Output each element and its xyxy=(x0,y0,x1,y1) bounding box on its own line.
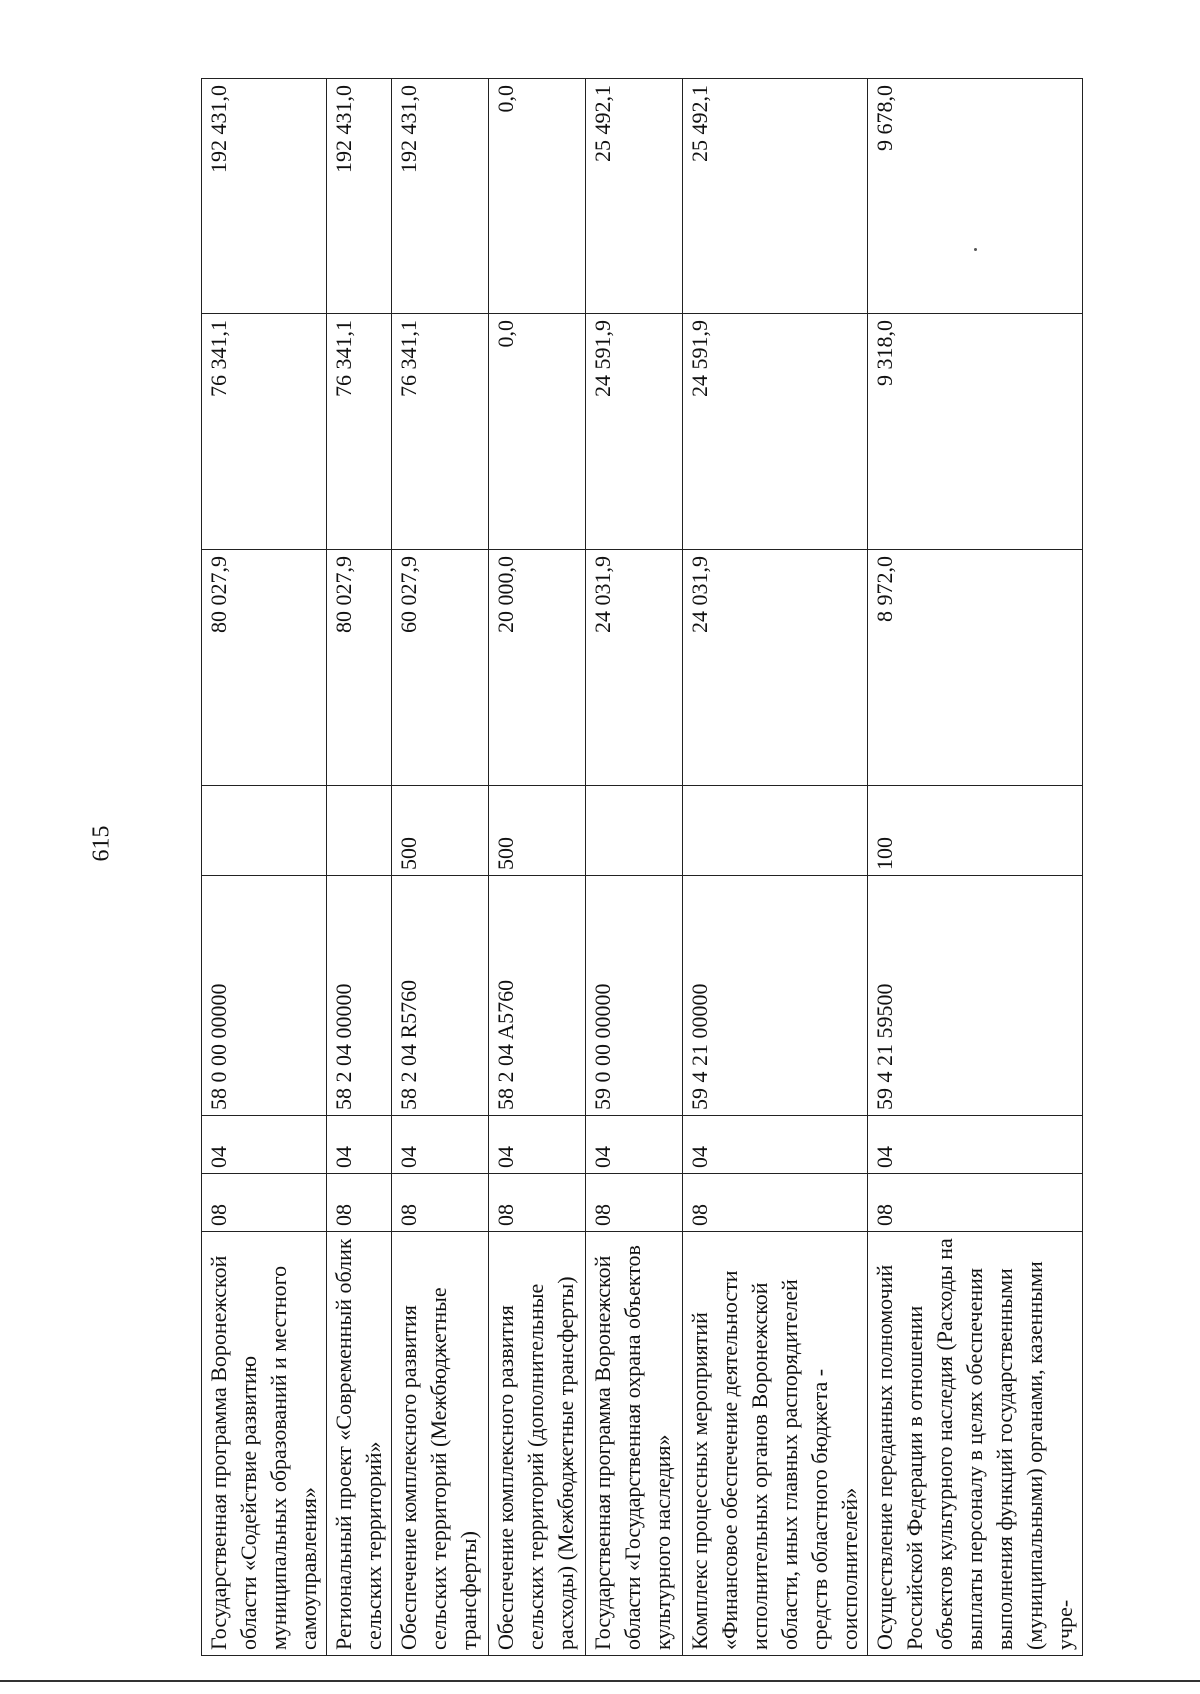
row-expense-type: 500 xyxy=(489,786,586,876)
row-target-code: 58 2 04 00000 xyxy=(327,876,392,1116)
row-subsection: 04 xyxy=(489,1116,586,1174)
table-row xyxy=(392,79,489,1656)
row-name: Государственная программа Воронежской области «Государственная охрана объектов культурного наследия» xyxy=(586,1232,683,1656)
row-section: 08 xyxy=(327,1174,392,1232)
row-section: 08 xyxy=(489,1174,586,1232)
row-name: Комплекс процессных мероприятий «Финансовое обеспечение деятельности исполнительных органов Воронежской области, иных главных распорядителей средств областного бюджета - соисполнителей» xyxy=(683,1232,868,1656)
row-section: 08 xyxy=(202,1174,327,1232)
table-row xyxy=(327,79,392,1656)
table-row xyxy=(202,79,327,1656)
row-name: Осуществление переданных полномочий Российской Федерации в отношении объектов культурного наследия (Расходы на выплаты персоналу в целях обеспечения выполнения функций государственными (муниципальными) органами, казенными учре- xyxy=(868,1232,1083,1656)
row-value-3: 25 492,1 xyxy=(586,79,683,314)
row-value-3: 0,0 xyxy=(489,79,586,314)
row-value-3: 192 431,0 xyxy=(327,79,392,314)
page-bottom-edge xyxy=(0,1680,1200,1682)
row-expense-type xyxy=(202,786,327,876)
table-row xyxy=(868,79,1083,1656)
row-value-2: 24 591,9 xyxy=(586,314,683,550)
budget-table xyxy=(201,78,1083,1656)
row-target-code: 59 4 21 59500 xyxy=(868,876,1083,1116)
row-target-code: 58 0 00 00000 xyxy=(202,876,327,1116)
table-row xyxy=(586,79,683,1656)
row-expense-type xyxy=(327,786,392,876)
row-value-1: 80 027,9 xyxy=(202,550,327,786)
row-target-code: 58 2 04 R5760 xyxy=(392,876,489,1116)
row-value-1: 80 027,9 xyxy=(327,550,392,786)
row-target-code: 59 4 21 00000 xyxy=(683,876,868,1116)
row-value-1: 24 031,9 xyxy=(683,550,868,786)
row-expense-type xyxy=(683,786,868,876)
row-subsection: 04 xyxy=(327,1116,392,1174)
row-section: 08 xyxy=(868,1174,1083,1232)
row-section: 08 xyxy=(683,1174,868,1232)
row-expense-type: 100 xyxy=(868,786,1083,876)
row-subsection: 04 xyxy=(683,1116,868,1174)
row-value-2: 24 591,9 xyxy=(683,314,868,550)
row-name: Региональный проект «Современный облик сельских территорий» xyxy=(327,1232,392,1656)
row-value-3: 192 431,0 xyxy=(202,79,327,314)
row-expense-type: 500 xyxy=(392,786,489,876)
row-subsection: 04 xyxy=(392,1116,489,1174)
scan-speck xyxy=(974,248,977,251)
row-name: Обеспечение комплексного развития сельских территорий (дополнительные расходы) (Межбюджетные трансферты) xyxy=(489,1232,586,1656)
budget-table-rotated xyxy=(201,79,1077,1656)
row-section: 08 xyxy=(392,1174,489,1232)
row-target-code: 59 0 00 00000 xyxy=(586,876,683,1116)
page-number: 615 xyxy=(88,825,115,862)
row-name: Обеспечение комплексного развития сельских территорий (Межбюджетные трансферты) xyxy=(392,1232,489,1656)
row-section: 08 xyxy=(586,1174,683,1232)
row-value-1: 8 972,0 xyxy=(868,550,1083,786)
row-expense-type xyxy=(586,786,683,876)
row-subsection: 04 xyxy=(868,1116,1083,1174)
row-subsection: 04 xyxy=(586,1116,683,1174)
row-target-code: 58 2 04 A5760 xyxy=(489,876,586,1116)
row-value-2: 9 318,0 xyxy=(868,314,1083,550)
row-value-3: 25 492,1 xyxy=(683,79,868,314)
row-subsection: 04 xyxy=(202,1116,327,1174)
row-value-1: 60 027,9 xyxy=(392,550,489,786)
row-value-2: 0,0 xyxy=(489,314,586,550)
row-value-1: 20 000,0 xyxy=(489,550,586,786)
row-value-1: 24 031,9 xyxy=(586,550,683,786)
table-row xyxy=(683,79,868,1656)
table-row xyxy=(489,79,586,1656)
row-value-3: 9 678,0 xyxy=(868,79,1083,314)
row-value-2: 76 341,1 xyxy=(202,314,327,550)
row-value-2: 76 341,1 xyxy=(327,314,392,550)
row-value-2: 76 341,1 xyxy=(392,314,489,550)
row-name: Государственная программа Воронежской области «Содействие развитию муниципальных образований и местного самоуправления» xyxy=(202,1232,327,1656)
row-value-3: 192 431,0 xyxy=(392,79,489,314)
